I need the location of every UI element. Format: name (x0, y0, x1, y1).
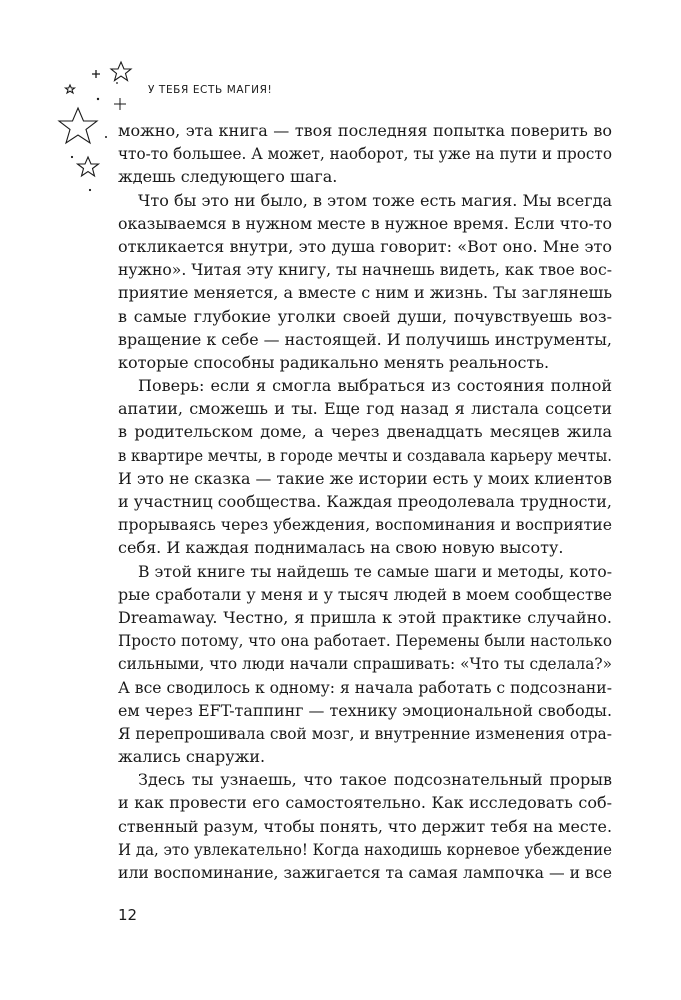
star-icon (66, 85, 75, 93)
text-line: Здесь ты узнаешь, что такое подсознательный прорыв (138, 770, 612, 790)
text-line: откликается внутри, это душа говорит: «Вот оно. Мне это (118, 236, 612, 256)
text-line: себя. И каждая поднималась на свою новую высоту. (118, 538, 564, 558)
text-line: можно, эта книга — твоя последняя попытка поверить во (118, 121, 612, 140)
text-line: в квартире мечты, в городе мечты и создавала карьеру мечты. (118, 445, 612, 465)
text-line: Что бы это ни было, в этом тоже есть магия. Мы всегда (138, 190, 612, 210)
text-line: ственный разум, чтобы понять, что держит тебя на месте. (118, 816, 613, 836)
text-line: или воспоминание, зажигается та самая лампочка — и все (118, 863, 612, 882)
text-line: сильными, что люди начали спрашивать: «Что ты сделала?» (118, 654, 613, 674)
text-line: Dreamaway. Честно, я пришла к этой практике случайно. (118, 607, 612, 627)
text-line: нужно». Читая эту книгу, ты начнешь видеть, как твое вос- (118, 260, 612, 280)
text-line: рые сработали у меня и у тысяч людей в моем сообществе (118, 584, 612, 604)
text-line: оказываемся в нужном месте в нужное время. Если что-то (118, 213, 613, 233)
text-line: ждешь следующего шага. (118, 167, 338, 187)
text-line: вращение к себе — настоящей. И получишь инструменты, (118, 329, 612, 349)
text-line: И да, это увлекательно! Когда находишь корневое убеждение (118, 839, 613, 859)
page-number: 12 (118, 906, 138, 924)
text-line: в самые глубокие уголки своей души, почувствуешь воз- (118, 306, 612, 326)
text-line: и как провести его самостоятельно. Как исследовать соб- (118, 793, 612, 813)
text-line: апатии, сможешь и ты. Еще год назад я листала соцсети (118, 399, 612, 419)
text-line: А все сводилось к одному: я начала работать с подсознани- (118, 677, 612, 697)
text-line: В этой книге ты найдешь те самые шаги и методы, кото- (138, 561, 613, 581)
text-line: что-то большее. А может, наоборот, ты уже на пути и просто (118, 144, 612, 164)
text-line: и участниц сообщества. Каждая преодолевала трудности, (118, 492, 612, 511)
text-line: Поверь: если я смогла выбраться из состояния полной (138, 376, 612, 396)
text-line: прорываясь через убеждения, воспоминания и восприятие (118, 515, 613, 535)
text-line: жались снаружи. (118, 747, 266, 767)
sparkle-icon (92, 70, 100, 78)
text-line: Просто потому, что она работает. Перемены были настолько (118, 631, 612, 651)
text-line: в родительском доме, а через двенадцать месяцев жила (118, 422, 612, 442)
text-line: Я перепрошивала свой мозг, и внутренние изменения отра- (118, 723, 613, 743)
text-line: приятие меняется, а вместе с ним и жизнь. Ты заглянешь (118, 283, 613, 303)
star-icon (78, 157, 99, 176)
running-head: У ТЕБЯ ЕСТЬ МАГИЯ! (148, 84, 273, 96)
sparkle-icon (114, 98, 126, 110)
star-icon (111, 62, 131, 81)
text-line: И это не сказка — такие же истории есть у моих клиентов (118, 468, 612, 488)
text-line: которые способны радикально менять реальность. (118, 352, 550, 372)
text-line: ем через EFT-таппинг — технику эмоциональной свободы. (118, 700, 613, 720)
star-icon (59, 108, 97, 143)
body-text (118, 119, 612, 884)
